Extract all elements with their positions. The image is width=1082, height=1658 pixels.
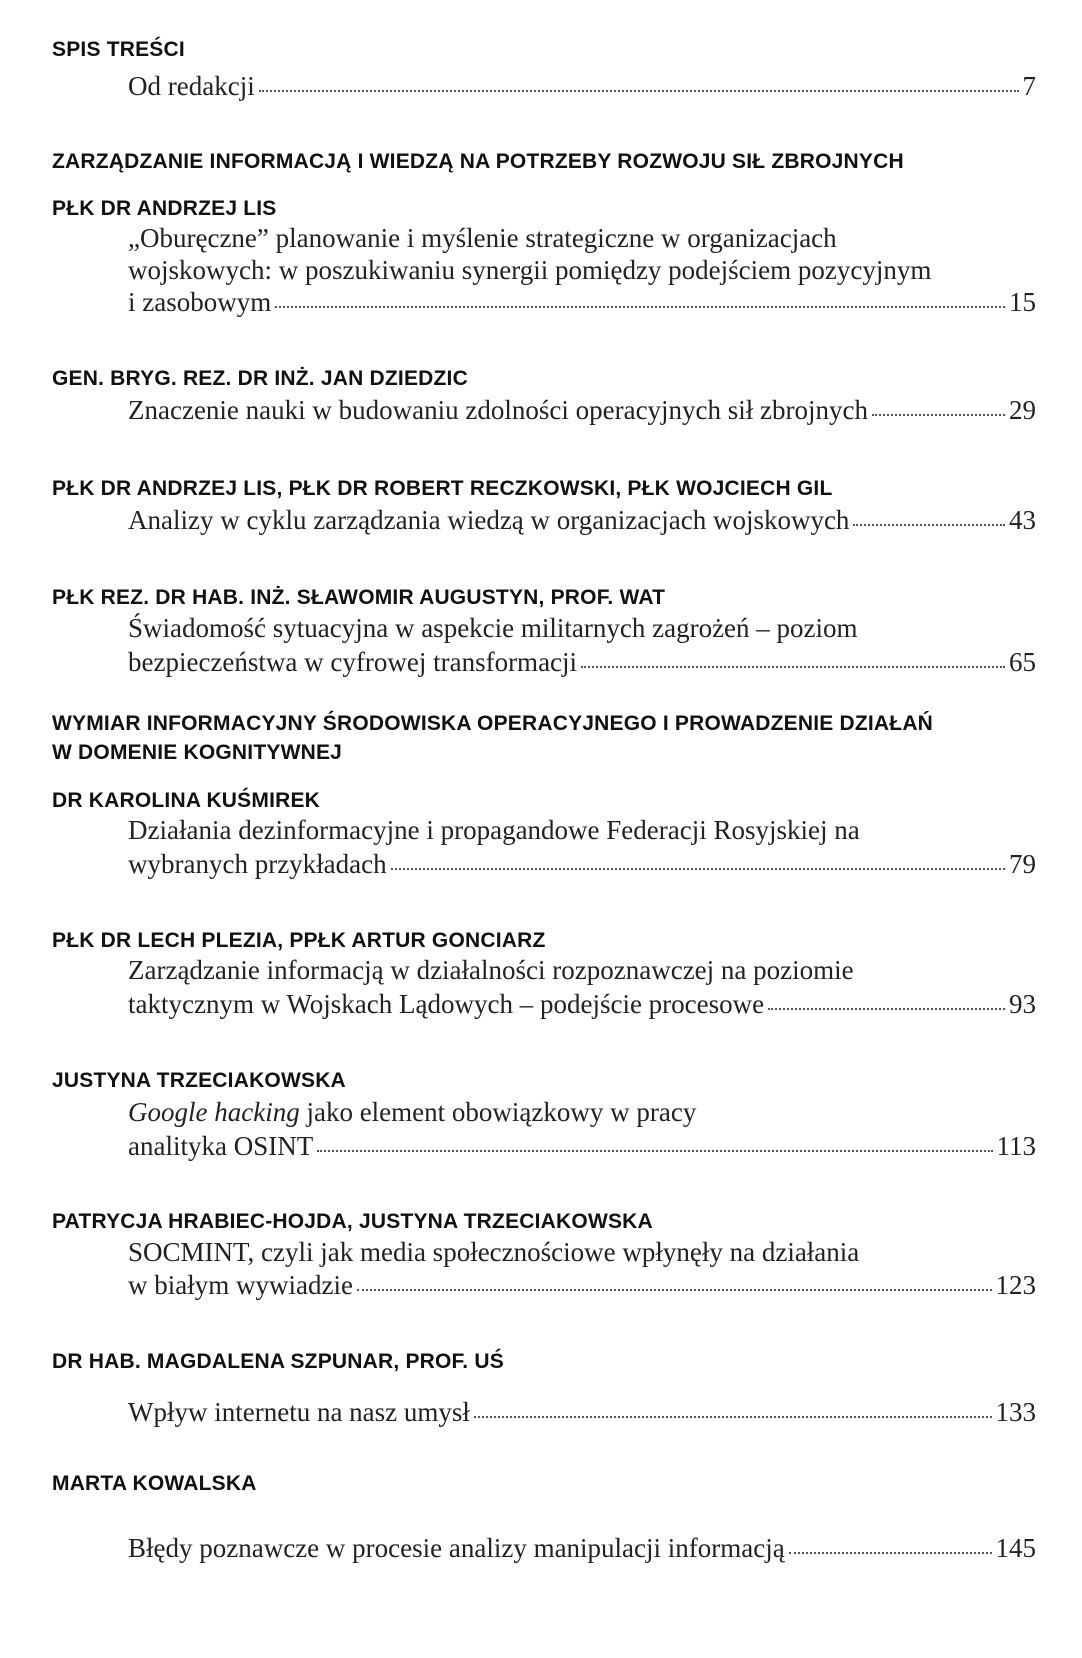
entry-title-line: wybranych przykładach (128, 849, 387, 879)
dot-leader (768, 1007, 1005, 1010)
entry-title-line: Znaczenie nauki w budowaniu zdolności operacyjnych sił zbrojnych (128, 395, 869, 425)
toc-entry-last-line[interactable] (128, 646, 1036, 680)
entry-title-rest: jako element obowiązkowy w pracy (299, 1097, 697, 1127)
toc-entry-intro[interactable] (128, 70, 1036, 104)
toc-entry-last-line[interactable] (128, 1532, 1036, 1566)
page-number: 15 (1009, 287, 1036, 317)
dot-leader (317, 1149, 992, 1152)
entry-title-line: Wpływ internetu na nasz umysł (128, 1397, 470, 1427)
dot-leader (275, 305, 1005, 308)
entry-title-line[interactable]: Działania dezinformacyjne i propagandowe Federacji Rosyjskiej na (128, 815, 860, 845)
entry-author: JUSTYNA TRZECIAKOWSKA (52, 1069, 346, 1092)
page-number: 123 (995, 1270, 1036, 1300)
entry-title-line[interactable]: SOCMINT, czyli jak media społecznościowe wpłynęły na działania (128, 1237, 860, 1267)
entry-title-line[interactable]: „Oburęczne” planowanie i myślenie strategiczne w organizacjach (128, 223, 837, 253)
toc-entry-last-line[interactable] (128, 394, 1036, 428)
dot-leader (853, 523, 1005, 526)
toc-entry-last-line[interactable] (128, 848, 1036, 882)
page-number: 113 (996, 1131, 1036, 1161)
dot-leader (357, 1288, 992, 1291)
entry-author: MARTA KOWALSKA (52, 1472, 257, 1495)
page-number: 145 (995, 1533, 1036, 1563)
entry-author: DR HAB. MAGDALENA SZPUNAR, PROF. UŚ (52, 1350, 504, 1373)
entry-title-line[interactable] (128, 1096, 696, 1128)
entry-title-line: Analizy w cyklu zarządzania wiedzą w organizacjach wojskowych (128, 505, 850, 535)
entry-title-line[interactable]: Świadomość sytuacyjna w aspekcie militarnych zagrożeń – poziom (128, 613, 858, 643)
section-heading: W DOMENIE KOGNITYWNEJ (52, 741, 343, 764)
entry-author: PŁK DR ANDRZEJ LIS, PŁK DR ROBERT RECZKOWSKI, PŁK WOJCIECH GIL (52, 477, 833, 500)
entry-author: PŁK REZ. DR HAB. INŻ. SŁAWOMIR AUGUSTYN, PROF. WAT (52, 586, 666, 609)
entry-title-line[interactable]: wojskowych: w poszukiwaniu synergii pomiędzy podejściem pozycyjnym (128, 255, 932, 285)
page-number: 7 (1022, 71, 1036, 101)
toc-entry-last-line[interactable] (128, 504, 1036, 538)
entry-author: DR KAROLINA KUŚMIREK (52, 789, 321, 812)
entry-title-line: taktycznym w Wojskach Lądowych – podejście procesowe (128, 989, 765, 1019)
dot-leader (391, 867, 1005, 870)
dot-leader (789, 1551, 992, 1554)
entry-title-line: i zasobowym (128, 287, 272, 317)
entry-author: GEN. BRYG. REZ. DR INŻ. JAN DZIEDZIC (52, 367, 468, 390)
page-number: 29 (1009, 395, 1036, 425)
entry-title-line: analityka OSINT (128, 1131, 314, 1161)
dot-leader (872, 413, 1005, 416)
toc-entry-last-line[interactable] (128, 286, 1036, 320)
entry-title: Od redakcji (128, 71, 255, 101)
entry-title-italic: Google hacking (128, 1097, 300, 1127)
toc-entry-last-line[interactable] (128, 988, 1036, 1022)
dot-leader (259, 89, 1019, 92)
entry-title-line: Błędy poznawcze w procesie analizy manipulacji informacją (128, 1533, 785, 1563)
page-number: 43 (1009, 505, 1036, 535)
entry-title-line: bezpieczeństwa w cyfrowej transformacji (128, 647, 578, 677)
section-heading: ZARZĄDZANIE INFORMACJĄ I WIEDZĄ NA POTRZEBY ROZWOJU SIŁ ZBROJNYCH (52, 150, 904, 173)
page-number: 93 (1009, 989, 1036, 1019)
toc-title: SPIS TREŚCI (52, 38, 185, 61)
entry-author: PŁK DR LECH PLEZIA, PPŁK ARTUR GONCIARZ (52, 929, 546, 952)
section-heading: WYMIAR INFORMACYJNY ŚRODOWISKA OPERACYJNEGO I PROWADZENIE DZIAŁAŃ (52, 712, 934, 735)
dot-leader (474, 1415, 992, 1418)
page-number: 133 (995, 1397, 1036, 1427)
entry-author: PŁK DR ANDRZEJ LIS (52, 197, 277, 220)
toc-entry-last-line[interactable] (128, 1269, 1036, 1303)
entry-author: PATRYCJA HRABIEC-HOJDA, JUSTYNA TRZECIAKOWSKA (52, 1210, 653, 1233)
entry-title-line[interactable]: Zarządzanie informacją w działalności rozpoznawczej na poziomie (128, 955, 854, 985)
toc-entry-last-line[interactable] (128, 1130, 1036, 1164)
entry-title-line: w białym wywiadzie (128, 1270, 353, 1300)
page-number: 65 (1009, 647, 1036, 677)
dot-leader (581, 665, 1005, 668)
toc-entry-last-line[interactable] (128, 1396, 1036, 1430)
page-number: 79 (1009, 849, 1036, 879)
